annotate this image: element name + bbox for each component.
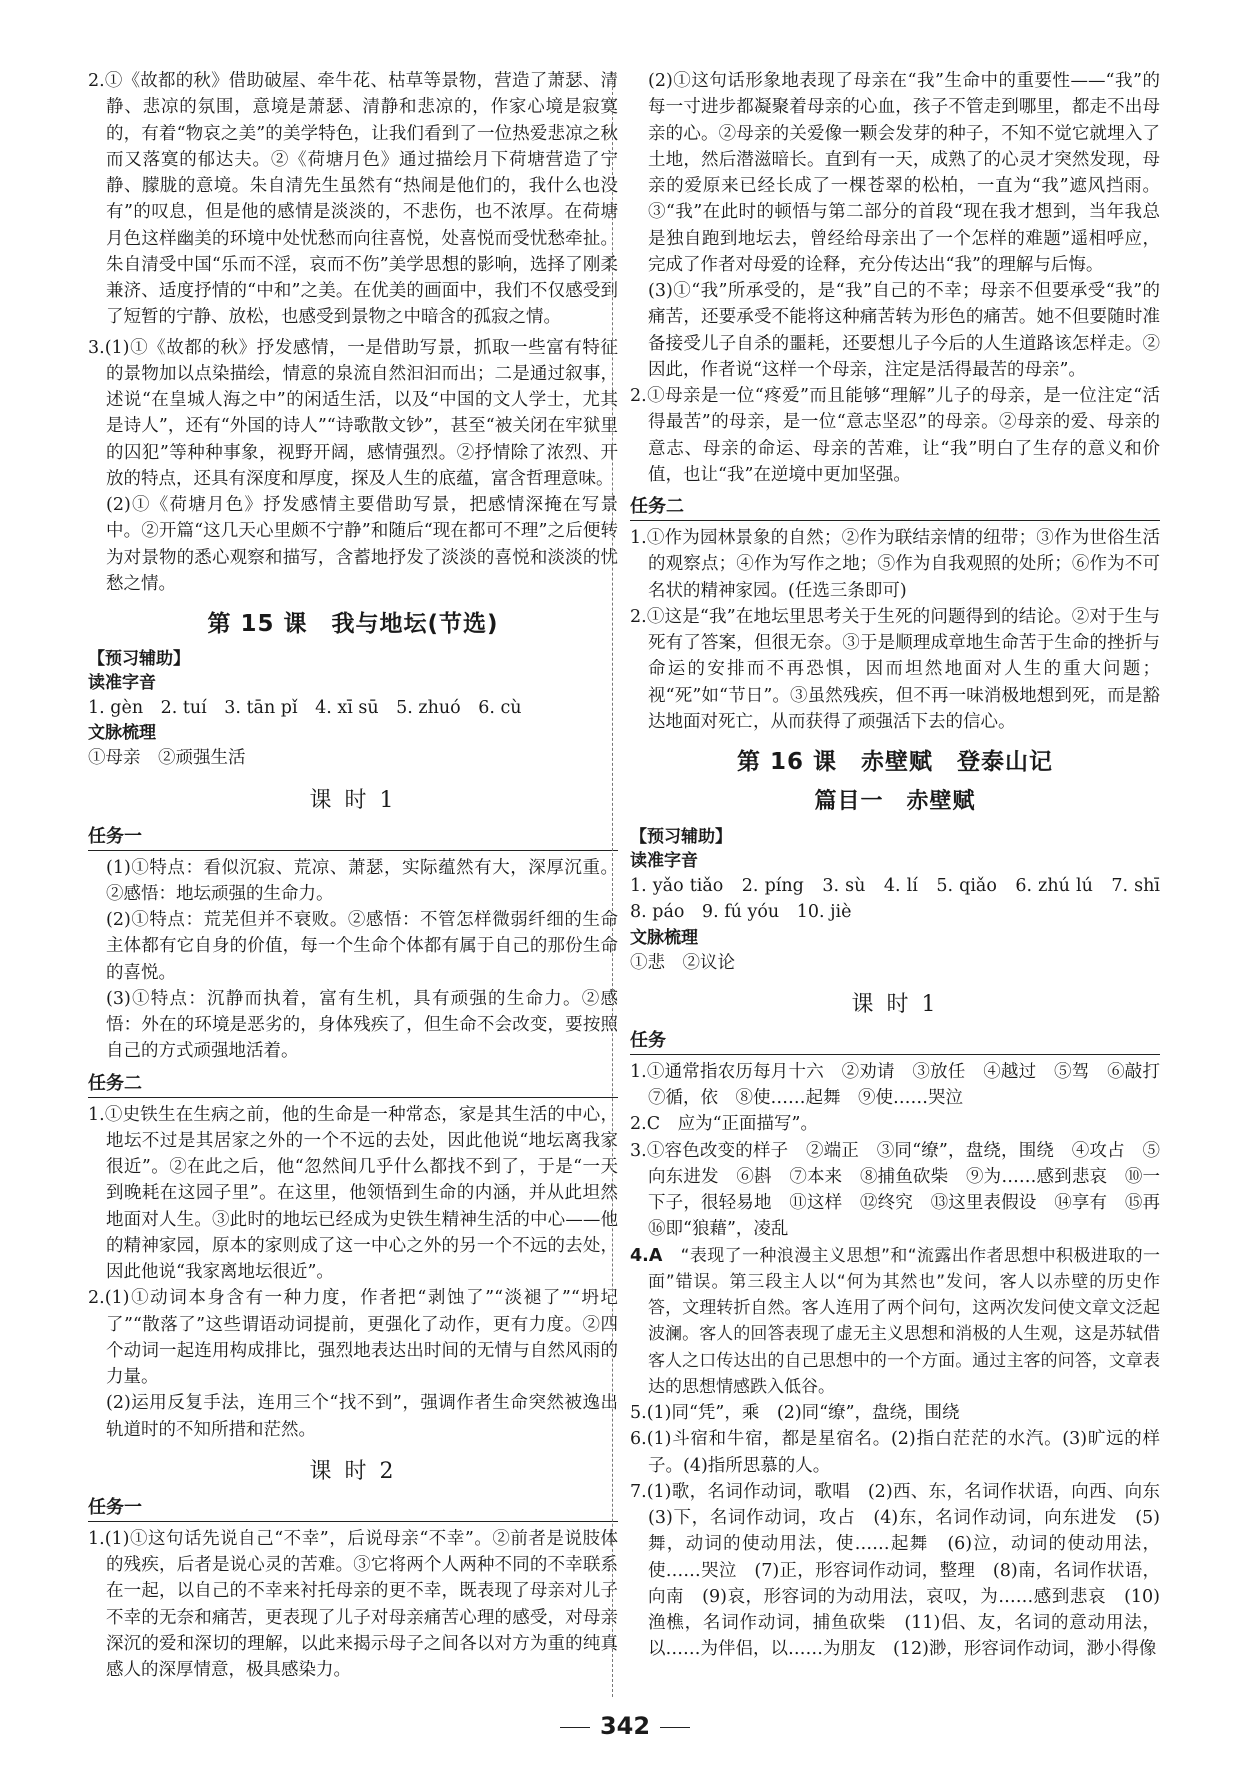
reading-label: 读准字音: [88, 673, 156, 693]
page-number: [0, 1712, 1250, 1740]
s-answer-7: 7.(1)歌，名词作动词，歌唱 (2)西、东，名词作状语，向西、向东 (3)下，名词作动词，攻占 (4)东，名词作动词，向东进发 (5)舞，动词的使动用法，使……起舞 (6)泣，动词的使动用法，使……哭泣 (7)正，形容词作动词，整理 (8)南，名词作状语，向南 (9)哀，形容词的为动用法，哀叹，为……感到悲哀 (10)渔樵，名词作动词，捕鱼砍柴 (11)侣、友，名词的意动用法，以……为伴侣，以……为朋友 (12)渺，形容词作动词，渺小得像: [630, 1481, 1178, 1660]
left-column: [88, 68, 618, 1683]
answer-q3-2: (2)①《荷塘月色》抒发感情主要借助写景，把感情深掩在写景中。②开篇“这几天心里颇不宁静”和随后“现在都可不理”之后便转为对景物的悉心观察和描写，含蓄地抒发了淡淡的喜悦和淡淡的忧愁之情。: [106, 495, 618, 594]
task1-answer-1: (1)①特点：看似沉寂、荒凉、萧瑟，实际蕴然有大，深厚沉重。②感悟：地坛顽强的生命力。: [106, 857, 618, 904]
s-answer-5: 5.(1)同“凭”，乘 (2)同“缭”，盘绕，围绕: [630, 1403, 960, 1423]
period2-answer-1: 1.(1)①这句话先说自己“不幸”，后说母亲“不幸”。②前者是说肢体的残疾，后者是说心灵的苦难。③它将两个人两种不同的不幸联系在一起，以自己的不幸来衬托母亲的更不幸，既表现了母亲对儿子不幸的无奈和痛苦，更表现了儿子对母亲痛苦心理的感受，对母亲深沉的爱和深切的理解，以此来揭示母子之间各以对方为重的纯真感人的深厚情意，极具感染力。: [88, 1528, 618, 1680]
s-answer-4-note: “表现了一种浪漫主义思想”和“流露出作者思想中积极进取的一面”错误。第三段主人以“何为其然也”发问，客人以赤壁的历史作答，文理转折自然。客人连用了两个问句，这两次发问使文章文泛起波澜。客人的回答表现了虚无主义思想和消极的人生观，这是苏轼借客人之口传达出的自己思想中的一个方面。通过主客的问答，文章表达的思想情感跌入低谷。: [648, 1245, 1160, 1397]
task2-answer-2a: 2.(1)①动词本身含有一种力度，作者把“剥蚀了”“淡褪了”“坍圮了”“散落了”这些谓语动词提前，更强化了动作，更有力度。②四个动词一起连用构成排比，强烈地表达出时间的无情与自然风雨的力量。: [88, 1288, 618, 1387]
task-1-label: 任务一: [88, 824, 618, 851]
r-context-answers: ①悲 ②议论: [630, 952, 735, 973]
task1-answer-3: (3)①特点：沉静而执着，富有生机，具有顽强的生命力。②感悟：外在的环境是恶劣的，身体残疾了，但生命不会改变，要按照自己的方式顽强地活着。: [106, 988, 618, 1062]
task2-answer-1: 1.①史铁生在生病之前，他的生命是一种常态，家是其生活的中心，地坛不过是其居家之外的一个不远的去处，因此他说“地坛离我家很近”。②在此之后，他“忽然间几乎什么都找不到了，于是“一天到晚耗在这园子里”。在这里，他领悟到生命的内涵，并从此坦然地面对人生。③此时的地坛已经成为史铁生精神生活的中心——他的精神家园，原本的家则成了这一中心之外的另一个不远的去处，因此他说“我家离地坛很近”。: [88, 1104, 618, 1282]
lesson-15-title: 第 15 课 我与地坛(节选): [207, 611, 499, 637]
right-column: [630, 68, 1178, 1663]
r-preview-label: 【预习辅助】: [630, 827, 732, 847]
context-label: 文脉梳理: [88, 723, 156, 744]
task2-answer-2b: (2)运用反复手法，连用三个“找不到”，强调作者生命突然被逸出轨道时的不知所措和茫然。: [106, 1393, 618, 1440]
r-reading-answers: 1. yǎo tiǎo 2. píng 3. sù 4. lí 5. qiǎo 6. zhú lú 7. shī 8. páo 9. fú yóu 10. jiè: [630, 876, 1178, 923]
s-answer-3: 3.①容色改变的样子 ②端正 ③同“缭”，盘绕，围绕 ④攻占 ⑤向东进发 ⑥斟 ⑦本来 ⑧捕鱼砍柴 ⑨为……感到悲哀 ⑩一下子，很轻易地 ⑪这样 ⑫终究 ⑬这里表假设 ⑭享有 ⑮再 ⑯即“狼藉”，凌乱: [630, 1140, 1178, 1240]
s-answer-6: 6.(1)斗宿和牛宿，都是星宿名。(2)指白茫茫的水汽。(3)旷远的样子。(4)指所思慕的人。: [630, 1429, 1160, 1476]
reading-answers: 1. gèn 2. tuí 3. tān pǐ 4. xī sū 5. zhuó 6. cù: [88, 698, 522, 718]
s-answer-1: 1.①通常指农历每月十六 ②劝请 ③放任 ④越过 ⑤驾 ⑥敲打 ⑦循，依 ⑧使……起舞 ⑨使……哭泣: [630, 1061, 1178, 1108]
r-task2-answer-1: 1.①作为园林景象的自然；②作为联结亲情的纽带；③作为世俗生活的观察点；④作为写作之地；⑤作为自我观照的处所；⑥作为不可名状的精神家园。(任选三条即可): [630, 528, 1160, 601]
s-answer-2: 2.C 应为“正面描写”。: [630, 1114, 818, 1135]
r-task-2-label: 任务二: [630, 494, 1160, 521]
r-task2-answer-2: 2.①这是“我”在地坛里思考关于生死的问题得到的结论。②对于生与死有了答案，但很无奈。③于是顺理成章地生命苦于生命的挫折与命运的安排而不再恐惧，因而坦然地面对人生的重大问题；视“死”如“节日”。③虽然残疾，但不再一味消极地想到死，而是豁达地面对死亡，从而获得了顽强活下去的信心。: [630, 606, 1160, 732]
r-answer-3: (3)①“我”所承受的，是“我”自己的不幸；母亲不但要承受“我”的痛苦，还要承受不能将这种痛苦转为形色的痛苦。她不但要随时准备接受儿子自杀的噩耗，还要想儿子今后的人生道路该怎样走。②因此，作者说“这样一个母亲，注定是活得最苦的母亲”。: [648, 281, 1160, 380]
r-answer-q2: 2.①母亲是一位“疼爱”而且能够“理解”儿子的母亲，是一位注定“活得最苦”的母亲，是一位“意志坚忍”的母亲。②母亲的爱、母亲的意志、母亲的命运、母亲的苦难，让“我”明白了生存的意义和价值，也让“我”在逆境中更加坚强。: [630, 386, 1160, 485]
preview-label: 【预习辅助】: [88, 649, 190, 669]
lesson-16-title: 第 16 课 赤壁赋 登泰山记: [736, 749, 1054, 775]
piece-1-title: 篇目一 赤壁赋: [814, 789, 976, 814]
task-1b-label: 任务一: [88, 1495, 618, 1522]
task-2-label: 任务二: [88, 1071, 618, 1098]
answer-q3-1: 3.(1)①《故都的秋》抒发感情，一是借助写景，抓取一些富有特征的景物加以点染描绘，情意的泉流自然汩汩而出；二是通过叙事，述说“在皇城人海之中”的闲适生活，以及“中国的文人学士，尤其是诗人”，还有“外国的诗人”“诗歌散文钞”，甚至“被关闭在牢狱里的囚犯”等种种事象，视野开阔，感情强烈。②抒情除了浓烈、开放的特点，还具有深度和厚度，探及人生的底蕴，富含哲理意味。: [88, 337, 618, 489]
r-context-label: 文脉梳理: [630, 927, 698, 948]
r-answer-2: (2)①这句话形象地表现了母亲在“我”生命中的重要性——“我”的每一寸进步都凝聚着母亲的心血，孩子不管走到哪里，都走不出母亲的心。②母亲的关爱像一颗会发芽的种子，不知不觉它就埋入了土地，然后潜滋暗长。直到有一天，成熟了的心灵才突然发现，母亲的爱原来已经长成了一棵苍翠的松柏，一直为“我”遮风挡雨。③“我”在此时的顿悟与第二部分的首段“现在我才想到，当年我总是独自跑到地坛去，曾经给母亲出了一个怎样的难题”遥相呼应，完成了作者对母爱的诠释，充分传达出“我”的理解与后悔。: [648, 71, 1160, 275]
context-answers: ①母亲 ②顽强生活: [88, 748, 246, 769]
answer-q2: 2.①《故都的秋》借助破屋、牵牛花、枯草等景物，营造了萧瑟、清静、悲凉的氛围，意境是萧瑟、清静和悲凉的，作家心境是寂寞的，有着“物哀之美”的美学特色，让我们看到了一位热爱悲凉之秋而又落寞的郁达夫。②《荷塘月色》通过描绘月下荷塘营造了宁静、朦胧的意境。朱自清先生虽然有“热闹是他们的，我什么也没有”的叹息，但是他的感情是淡淡的，不悲伤，也不浓厚。在荷塘月色这样幽美的环境中处忧愁而向往喜悦，处喜悦而受忧愁牵扯。朱自清受中国“乐而不淫，哀而不伤”美学思想的影响，选择了刚柔兼济、适度抒情的“中和”之美。在优美的画面中，我们不仅感受到了短暂的宁静、放松，也感受到景物之中暗含的孤寂之情。: [88, 71, 618, 328]
task1-answer-2: (2)①特点：荒芜但并不衰败。②感悟：不管怎样微弱纤细的生命主体都有它自身的价值，每一个生命个体都有属于自己的那份生命的喜悦。: [106, 910, 618, 983]
column-divider: [612, 72, 613, 1697]
r-period-1-title: 课 时 1: [851, 991, 939, 1017]
s-answer-4: [630, 1243, 1160, 1401]
period-1-title: 课 时 1: [309, 787, 397, 813]
r-reading-label: 读准字音: [630, 851, 698, 871]
page-number-text: 342: [599, 1712, 651, 1740]
r-task-label: 任务: [630, 1028, 1160, 1055]
s-answer-4-choice: 4.A: [630, 1245, 663, 1266]
period-2-title: 课 时 2: [309, 1458, 397, 1484]
